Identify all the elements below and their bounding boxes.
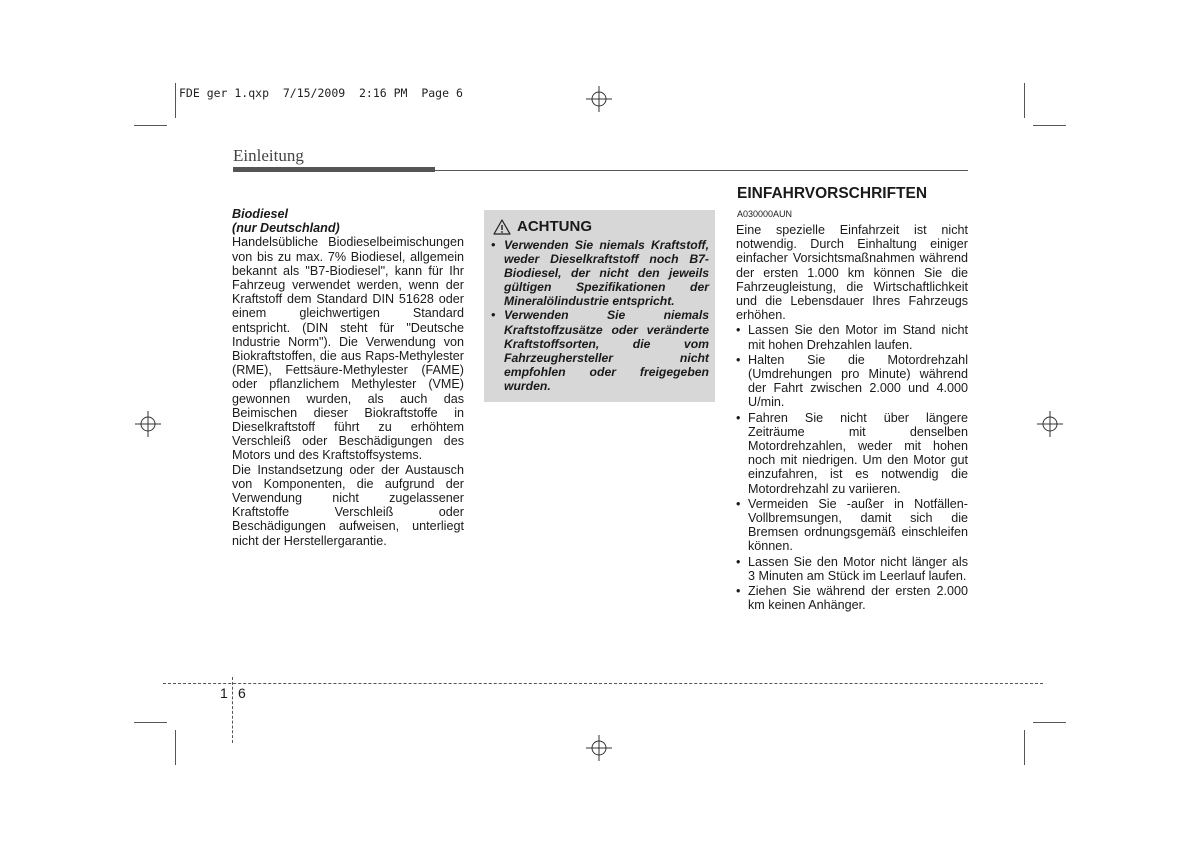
chapter-number: 1 (220, 685, 228, 701)
warning-box (484, 210, 715, 402)
bullet: • (491, 308, 496, 323)
intro-paragraph: Eine spezielle Einfahrzeit ist nicht notwendig. Durch Einhaltung einiger einfacher Vorsichtsmaßnahmen während der ersten 1.000 km können Sie die Fahrzeugleistung, die Wirtschaftlichkeit und die Lebensdauer Ihres Fahrzeugs erhöhen. (736, 223, 968, 323)
list-item (736, 353, 968, 410)
subheading-biodiesel: Biodiesel (232, 207, 288, 221)
bullet: • (736, 554, 741, 569)
right-heading: EINFAHRVORSCHRIFTEN (737, 185, 928, 202)
right-column (736, 223, 968, 613)
bullet: • (491, 238, 496, 252)
list-item (736, 323, 968, 351)
footer-divider (232, 677, 233, 743)
list-item (736, 411, 968, 496)
list-item-text: Ziehen Sie während der ersten 2.000 km keinen Anhänger. (748, 584, 968, 613)
registration-mark-icon (586, 86, 612, 112)
list-item-text: Fahren Sie nicht über längere Zeiträume mit denselben Motordrehzahlen, weder mit hohen noch mit niedrigen. Um den Motor gut einzufahren, ist es notwendig die Motordrehzahl zu variieren. (748, 410, 968, 496)
registration-mark-icon (135, 411, 161, 437)
section-title-bar (233, 167, 435, 172)
crop-mark (175, 730, 176, 765)
registration-mark-icon (1037, 411, 1063, 437)
crop-mark (1024, 83, 1025, 118)
reference-code: A030000AUN (737, 209, 793, 219)
list-item-text: Halten Sie die Motordrehzahl (Umdrehungen pro Minute) während der Fahrt zwischen 2.000 und 4.000 U/min. (748, 352, 968, 410)
crop-mark (175, 83, 176, 118)
list-item (736, 497, 968, 554)
bullet: • (736, 352, 741, 367)
print-slug: FDE ger 1.qxp 7/15/2009 2:16 PM Page 6 (179, 86, 463, 100)
warning-triangle-icon (493, 219, 511, 235)
warning-item-text: Verwenden Sie niemals Kraftstoff, weder Dieselkraftstoff noch B7-Biodiesel, der nicht den jeweils gültigen Spezifikationen der Mineralölindustrie entspricht. (504, 238, 709, 309)
list-item (736, 555, 968, 583)
crop-mark (1033, 722, 1066, 723)
left-column (232, 207, 464, 548)
bullet: • (736, 323, 741, 338)
warning-heading (493, 218, 592, 235)
bullet: • (736, 584, 741, 599)
footer-rule (163, 683, 1043, 684)
warning-list (491, 238, 709, 393)
warning-title: ACHTUNG (517, 218, 592, 235)
crop-mark (134, 125, 167, 126)
crop-mark (1024, 730, 1025, 765)
warning-item (491, 238, 709, 308)
section-title: Einleitung (233, 146, 304, 165)
warning-item-text: Verwenden Sie niemals Kraftstoffzusätze oder veränderte Kraftstoffsorten, die vom Fahrzeughersteller nicht empfohlen oder freigegeben wurden. (504, 308, 709, 393)
instruction-list (736, 323, 968, 612)
body-paragraph: Handelsübliche Biodieselbeimischungen von bis zu max. 7% Biodiesel, allgemein bekannt als "B7-Biodiesel", kann für Ihr Fahrzeug verwendet werden, wenn der Kraftstoff dem Standard DIN 51628 oder einem gleichwertigen Standard entspricht. (DIN steht für "Deutsche Industrie Norm"). Die Verwendung von Biokraftstoffen, die aus Raps-Methylester (RME), Fettsäure-Methylester (FAME) oder pflanzlichem Methylester (VME) gewonnen wurden, als auch das Beimischen dieser Biokraftstoffe in Dieselkraftstoff führt zu erhöhtem Verschleiß oder Beschädigungen des Motors und des Kraftstoffsystems. (232, 235, 464, 463)
bullet: • (736, 410, 741, 425)
list-item-text: Lassen Sie den Motor im Stand nicht mit hohen Drehzahlen laufen. (748, 323, 968, 352)
list-item-text: Lassen Sie den Motor nicht länger als 3 Minuten am Stück im Leerlauf laufen. (748, 554, 968, 583)
warning-item (491, 308, 709, 393)
crop-mark (1033, 125, 1066, 126)
subheading-region: (nur Deutschland) (232, 221, 340, 236)
registration-mark-icon (586, 735, 612, 761)
body-paragraph: Die Instandsetzung oder der Austausch von Komponenten, die aufgrund der Verwendung nicht zugelassener Kraftstoffe Verschleiß oder Beschädigungen aufweisen, unterliegt nicht der Herstellergarantie. (232, 462, 464, 548)
page-number: 6 (238, 685, 246, 701)
list-item-text: Vermeiden Sie -außer in Notfällen-Vollbremsungen, damit sich die Bremsen ordnungsgemäß einschleifen können. (748, 496, 968, 554)
section-title-rule (435, 170, 968, 171)
bullet: • (736, 496, 741, 511)
crop-mark (134, 722, 167, 723)
list-item (736, 584, 968, 612)
